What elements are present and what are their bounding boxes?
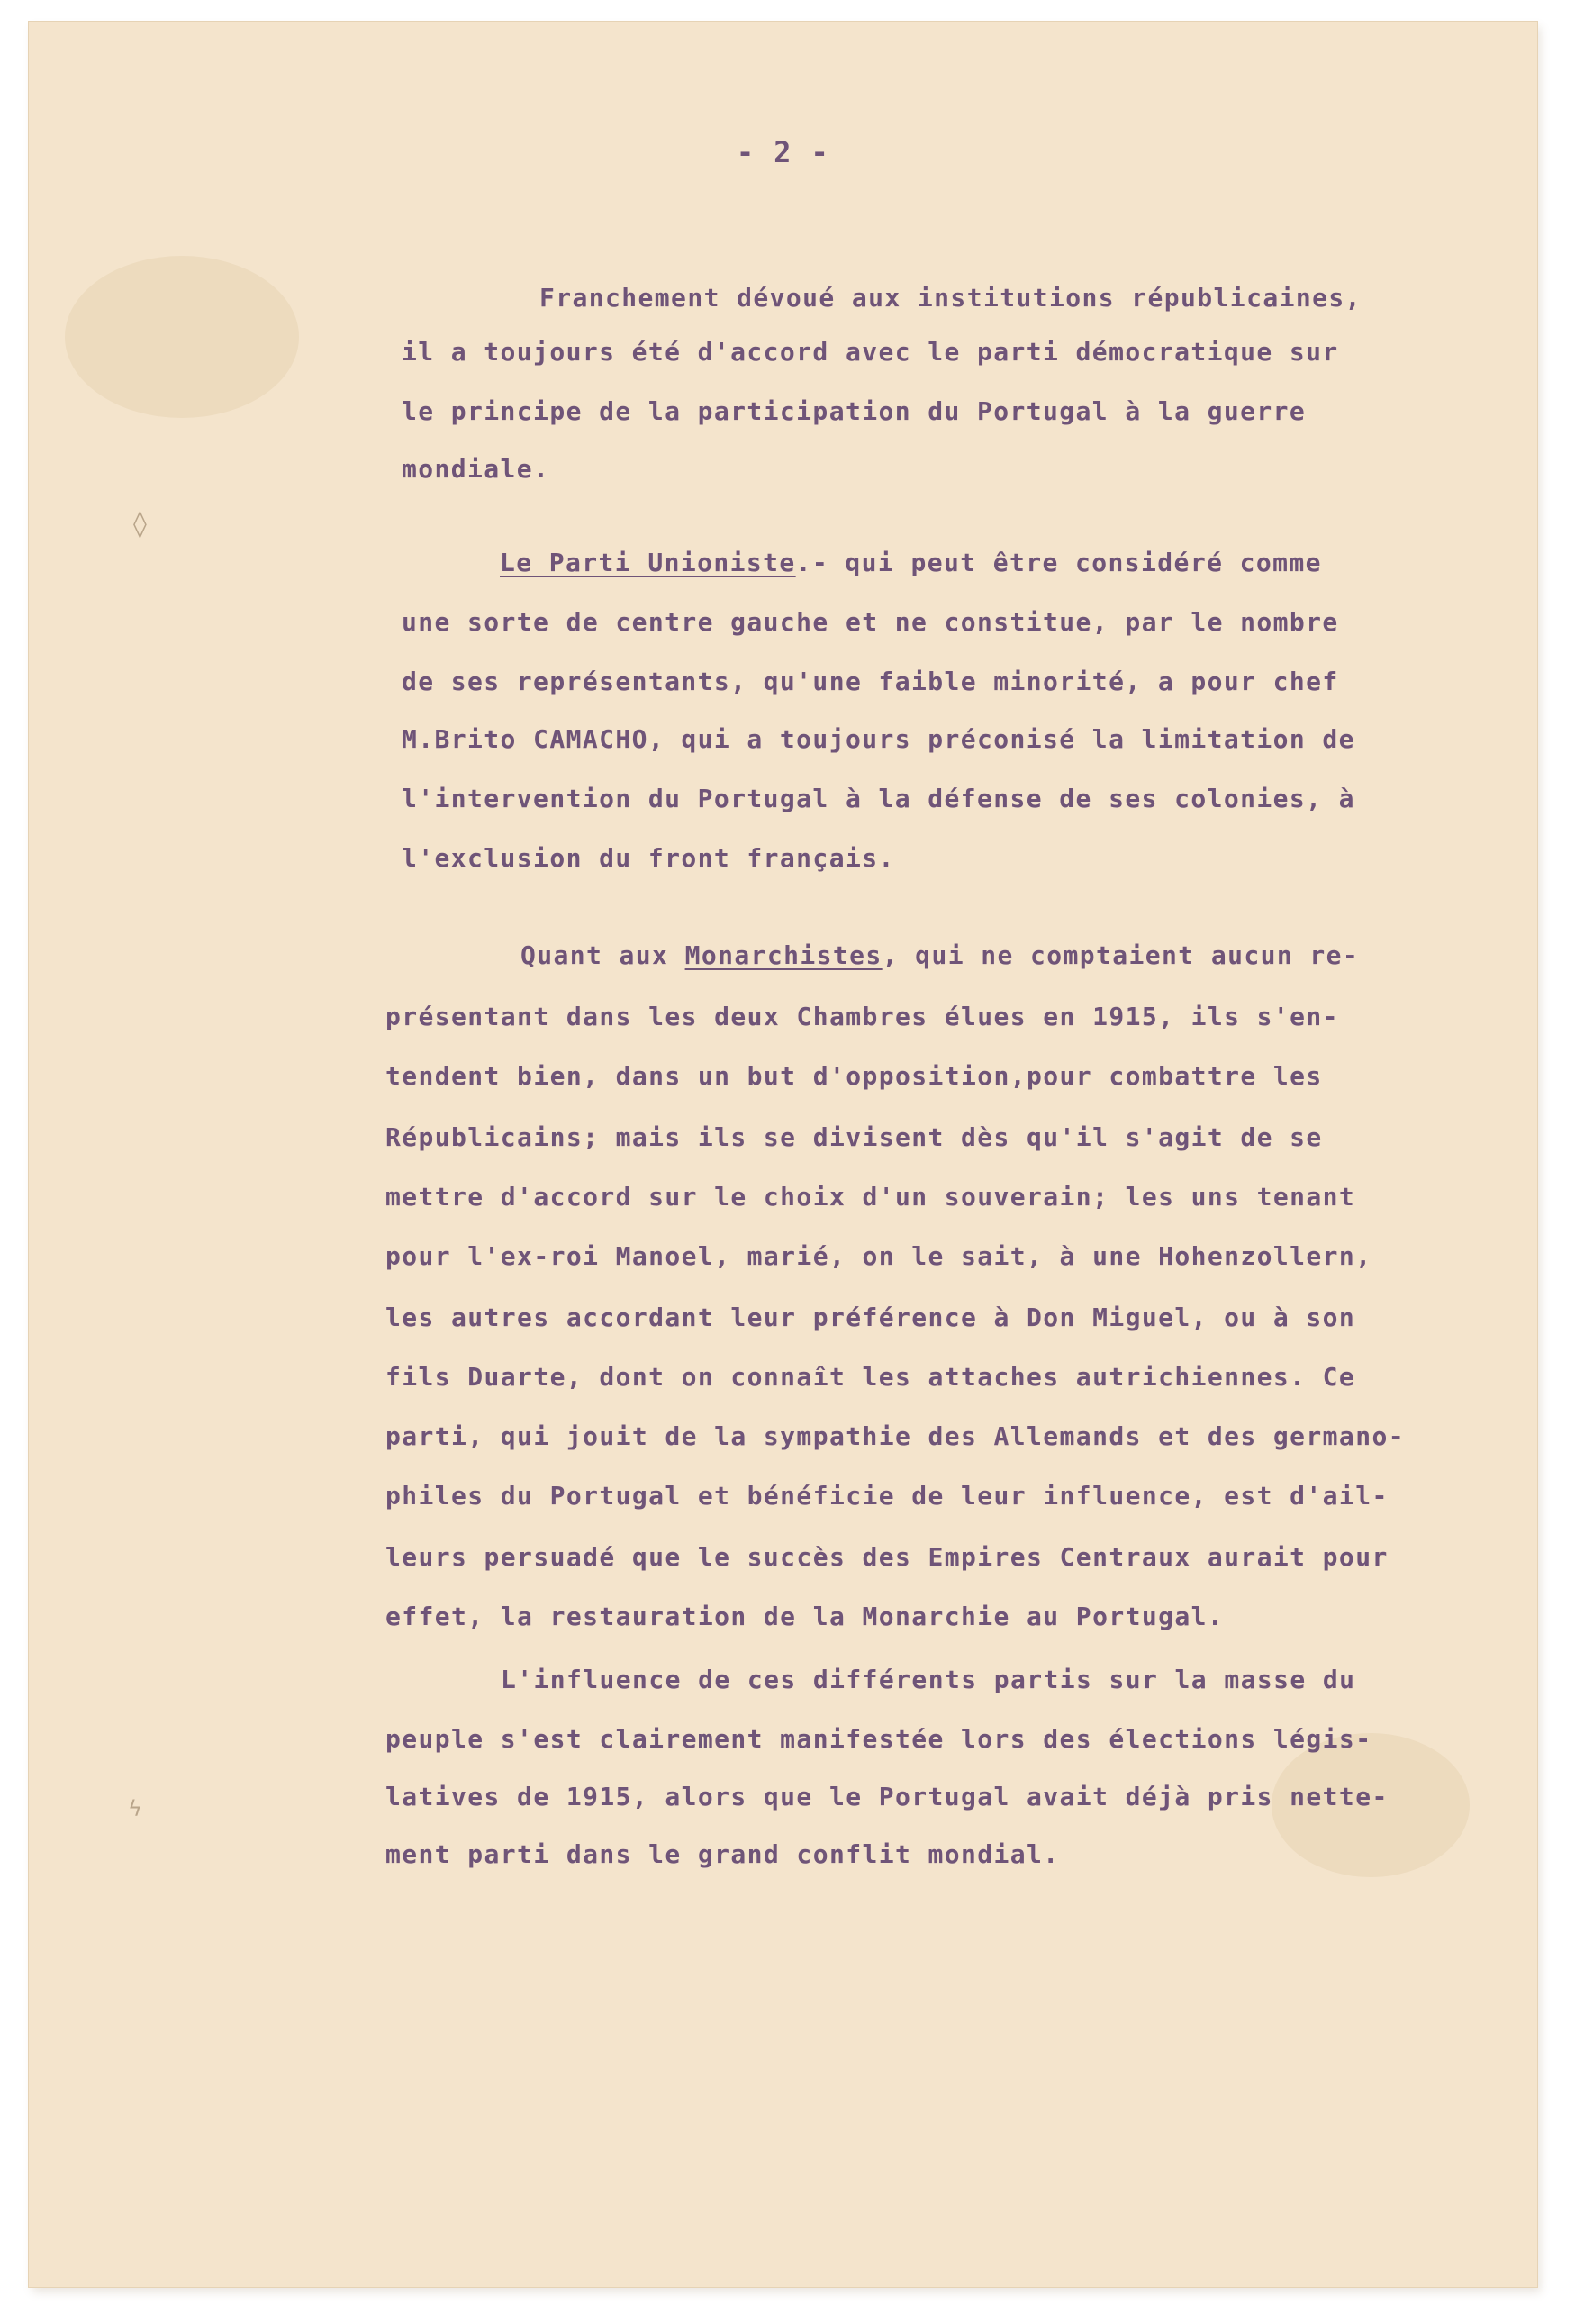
page-number: - 2 - [736,135,830,169]
text-line: ment parti dans le grand conflit mondial. [385,1839,1060,1869]
text-line: Le Parti Unioniste.- qui peut être considéré comme [500,548,1322,577]
text-line: peuple s'est clairement manifestée lors des élections légis- [385,1724,1372,1754]
text-line: effet, la restauration de la Monarchie au Portugal. [385,1602,1225,1631]
text-line: philes du Portugal et bénéficie de leur influence, est d'ail- [385,1481,1389,1511]
text-line: latives de 1915, alors que le Portugal avait déjà pris nette- [385,1782,1389,1811]
text-line: leurs persuadé que le succès des Empires Centraux aurait pour [385,1542,1389,1572]
text-line: il a toujours été d'accord avec le parti démocratique sur [402,337,1339,367]
text-line: Franchement dévoué aux institutions républicaines, [539,283,1362,313]
text-line: L'influence de ces différents partis sur la masse du [501,1665,1356,1694]
section-heading: Monarchistes [684,940,883,970]
text-line: présentant dans les deux Chambres élues en 1915, ils s'en- [385,1002,1339,1031]
text-line: Républicains; mais ils se divisent dès qu'il s'agit de se [385,1122,1323,1152]
text-line: le principe de la participation du Portugal à la guerre [402,396,1307,426]
text-line: de ses représentants, qu'une faible minorité, a pour chef [402,667,1339,696]
text-line: pour l'ex-roi Manoel, marié, on le sait, à une Hohenzollern, [385,1241,1372,1271]
text-line: l'intervention du Portugal à la défense de ses colonies, à [402,784,1355,813]
text-line: M.Brito CAMACHO, qui a toujours préconisé la limitation de [402,724,1355,754]
paragraph [29,22,1537,2287]
margin-mark-icon: ϟ [128,1796,142,1821]
section-heading: Le Parti Unioniste [500,548,796,577]
text-line: parti, qui jouit de la sympathie des Allemands et des germano- [385,1421,1405,1451]
text-line: l'exclusion du front français. [402,843,895,873]
text-line: mondiale. [402,454,550,484]
document-page [29,22,1537,2287]
text-line: mettre d'accord sur le choix d'un souverain; les uns tenant [385,1182,1356,1212]
text-line: Quant aux Monarchistes, qui ne comptaient aucun re- [520,940,1360,970]
text-line: fils Duarte, dont on connaît les attaches autrichiennes. Ce [385,1362,1356,1392]
text-line: tendent bien, dans un but d'opposition,pour combattre les [385,1061,1323,1091]
margin-mark-icon: ◊ [133,508,147,540]
text-line: une sorte de centre gauche et ne constitue, par le nombre [402,607,1339,637]
text-line: les autres accordant leur préférence à Don Miguel, ou à son [385,1303,1356,1332]
